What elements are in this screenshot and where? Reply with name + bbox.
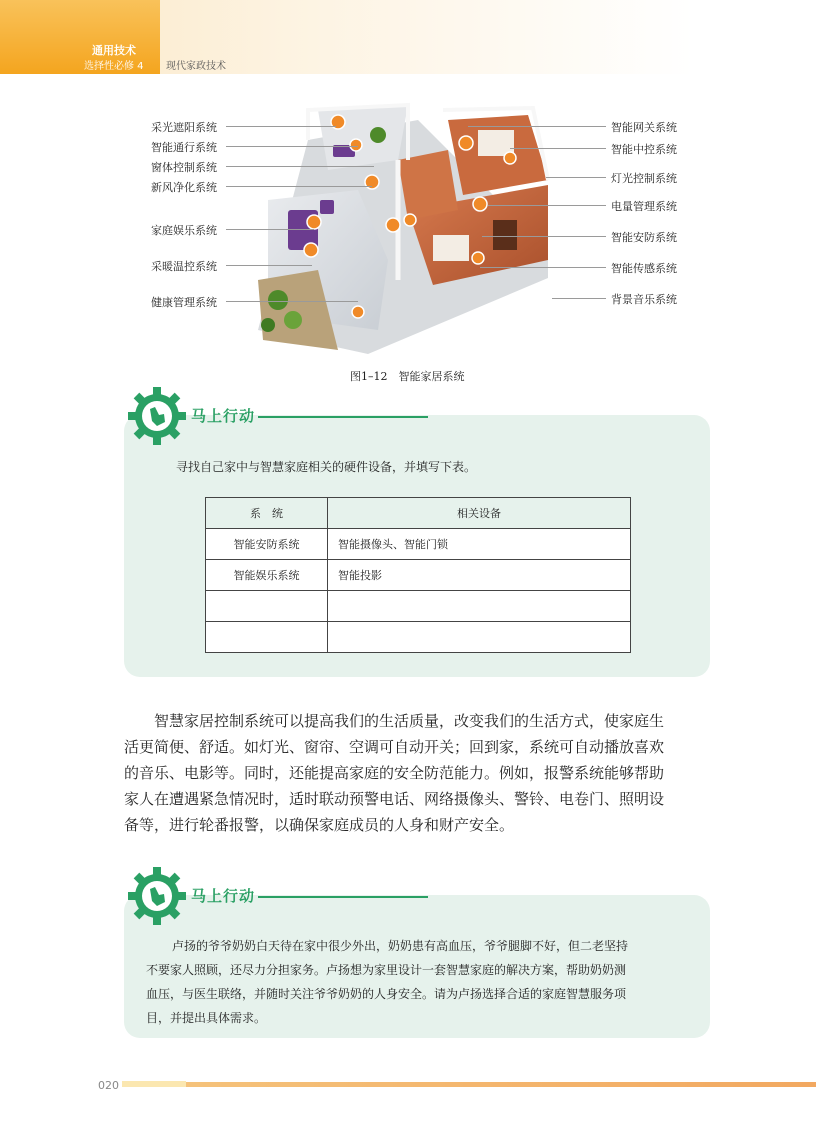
label-power-management: 电量管理系统 xyxy=(611,200,677,213)
paragraph-line: 活更简便、舒适。如灯光、窗帘、空调可自动开关；回到家，系统可自动播放喜欢 xyxy=(124,738,665,756)
table-row xyxy=(206,560,631,591)
leader-line xyxy=(546,177,606,178)
label-health-management: 健康管理系统 xyxy=(151,296,217,309)
body-paragraph xyxy=(124,708,724,838)
activity-line: 卢扬的爷爷奶奶白天待在家中很少外出，奶奶患有高血压，爷爷腿脚不好，但二老坚持 xyxy=(172,939,629,953)
table-cell xyxy=(206,591,328,622)
footer-bar xyxy=(186,1082,816,1087)
gear-hand-icon xyxy=(126,865,188,927)
leader-line xyxy=(226,126,336,127)
activity-prompt: 寻找自己家中与智慧家庭相关的硬件设备，并填写下表。 xyxy=(176,460,477,474)
activity-title: 马上行动 xyxy=(191,887,256,905)
volume-label: 选择性必修 4 xyxy=(84,61,144,72)
gear-hand-icon xyxy=(126,385,188,447)
activity-line: 不要家人照顾，还尽力分担家务。卢扬想为家里设计一套智慧家庭的解决方案，帮助奶奶测 xyxy=(146,963,627,977)
leader-line xyxy=(552,298,606,299)
leader-line xyxy=(226,186,372,187)
label-smart-security: 智能安防系统 xyxy=(611,231,677,244)
label-window-control: 窗体控制系统 xyxy=(151,161,217,174)
table-cell xyxy=(328,591,631,622)
label-smart-central: 智能中控系统 xyxy=(611,143,677,156)
table-cell xyxy=(206,622,328,653)
page-number: 020 xyxy=(98,1079,119,1092)
label-background-music: 背景音乐系统 xyxy=(611,293,677,306)
series-title: 通用技术 xyxy=(92,44,136,57)
label-lighting-shade: 采光遮阳系统 xyxy=(151,121,217,134)
table-header: 相关设备 xyxy=(328,498,631,529)
leader-line xyxy=(480,267,606,268)
table-row xyxy=(206,622,631,653)
label-home-entertainment: 家庭娱乐系统 xyxy=(151,224,217,237)
paragraph-line: 家人在遭遇紧急情况时，适时联动预警电话、网络摄像头、警铃、电卷门、照明设 xyxy=(124,790,665,808)
title-rule xyxy=(258,896,428,898)
leader-line xyxy=(510,148,606,149)
label-heating-control: 采暖温控系统 xyxy=(151,260,217,273)
chapter-title: 现代家政技术 xyxy=(166,61,226,72)
activity-title: 马上行动 xyxy=(191,407,256,425)
leader-line xyxy=(482,236,606,237)
leader-line xyxy=(226,301,358,302)
footer-bar-light xyxy=(122,1081,186,1087)
leader-line xyxy=(226,146,358,147)
figure-caption: 图1–12 智能家居系统 xyxy=(350,370,465,383)
paragraph-line: 智慧家居控制系统可以提高我们的生活质量，改变我们的生活方式，使家庭生 xyxy=(154,712,665,730)
title-rule xyxy=(258,416,428,418)
leader-line xyxy=(488,205,606,206)
leader-line xyxy=(226,166,374,167)
table-row xyxy=(206,591,631,622)
label-fresh-air: 新风净化系统 xyxy=(151,181,217,194)
label-smart-sensor: 智能传感系统 xyxy=(611,262,677,275)
paragraph-line: 备等，进行轮番报警，以确保家庭成员的人身和财产安全。 xyxy=(124,816,515,834)
table-cell: 智能投影 xyxy=(328,560,631,591)
activity-line: 目，并提出具体需求。 xyxy=(146,1011,267,1025)
label-smart-gateway: 智能网关系统 xyxy=(611,121,677,134)
leader-line xyxy=(226,229,314,230)
paragraph-line: 的音乐、电影等。同时，还能提高家庭的安全防范能力。例如，报警系统能够帮助 xyxy=(124,764,665,782)
table-cell xyxy=(328,622,631,653)
table-header: 系 统 xyxy=(206,498,328,529)
table-cell: 智能摄像头、智能门锁 xyxy=(328,529,631,560)
devices-table xyxy=(205,497,631,653)
table-row xyxy=(206,529,631,560)
leader-line xyxy=(468,126,606,127)
table-cell: 智能安防系统 xyxy=(206,529,328,560)
leader-line xyxy=(226,265,312,266)
activity-text xyxy=(146,934,706,1030)
label-smart-access: 智能通行系统 xyxy=(151,141,217,154)
label-light-control: 灯光控制系统 xyxy=(611,172,677,185)
activity-line: 血压，与医生联络，并随时关注爷爷奶奶的人身安全。请为卢扬选择合适的家庭智慧服务项 xyxy=(146,987,627,1001)
table-cell: 智能娱乐系统 xyxy=(206,560,328,591)
table-header-row xyxy=(206,498,631,529)
